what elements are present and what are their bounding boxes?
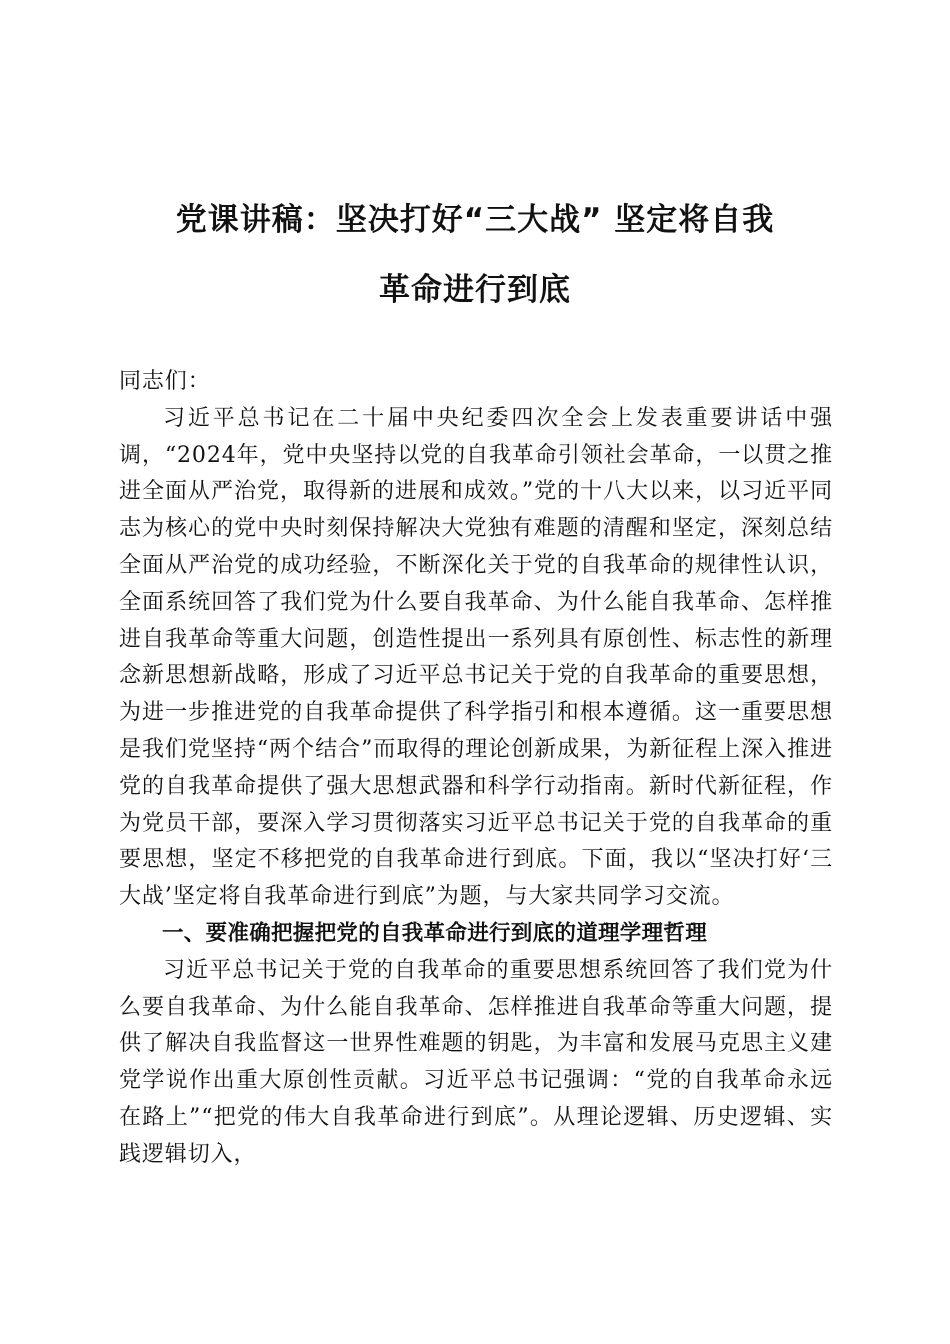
paragraph-intro: 习近平总书记在二十届中央纪委四次全会上发表重要讲话中强调，“2024年，党中央坚持以党的自我革命引领社会革命，一以贯之推进全面从严治党，取得新的进展和成效。”党的十八大以来，以习近平同志为核心的党中央时刻保持解决大党独有难题的清醒和坚定，深刻总结全面从严治党的成功经验，不断深化关于党的自我革命的规律性认识，全面系统回答了我们党为什么要自我革命、为什么能自我革命、怎样推进自我革命等重大问题，创造性提出一系列具有原创性、标志性的新理念新思想新战略，形成了习近平总书记关于党的自我革命的重要思想，为进一步推进党的自我革命提供了科学指引和根本遵循。这一重要思想是我们党坚持“两个结合”而取得的理论创新成果，为新征程上深入推进党的自我革命提供了强大思想武器和科学行动指南。新时代新征程，作为党员干部，要深入学习贯彻落实习近平总书记关于党的自我革命的重要思想，坚定不移把党的自我革命进行到底。下面，我以“坚决打好‘三大战’坚定将自我革命进行到底”为题，与大家共同学习交流。 [119,405,833,910]
paragraph-section-1: 习近平总书记关于党的自我革命的重要思想系统回答了我们党为什么要自我革命、为什么能自我革命、怎样推进自我革命等重大问题，提供了解决自我监督这一世界性难题的钥匙，为丰富和发展马克思主义建党学说作出重大原创性贡献。习近平总书记强调：“党的自我革命永远在路上”“把党的伟大自我革命进行到底”。从理论逻辑、历史逻辑、实践逻辑切入， [119,957,833,1167]
section-heading-1: 一、要准确把握把党的自我革命进行到底的道理学理哲理 [162,920,708,946]
document-title-line-2: 革命进行到底 [379,272,571,308]
document-title-line-1: 党课讲稿：坚决打好“三大战” 坚定将自我 [175,202,775,238]
salutation: 同志们： [119,369,211,394]
document-body [119,364,833,1174]
